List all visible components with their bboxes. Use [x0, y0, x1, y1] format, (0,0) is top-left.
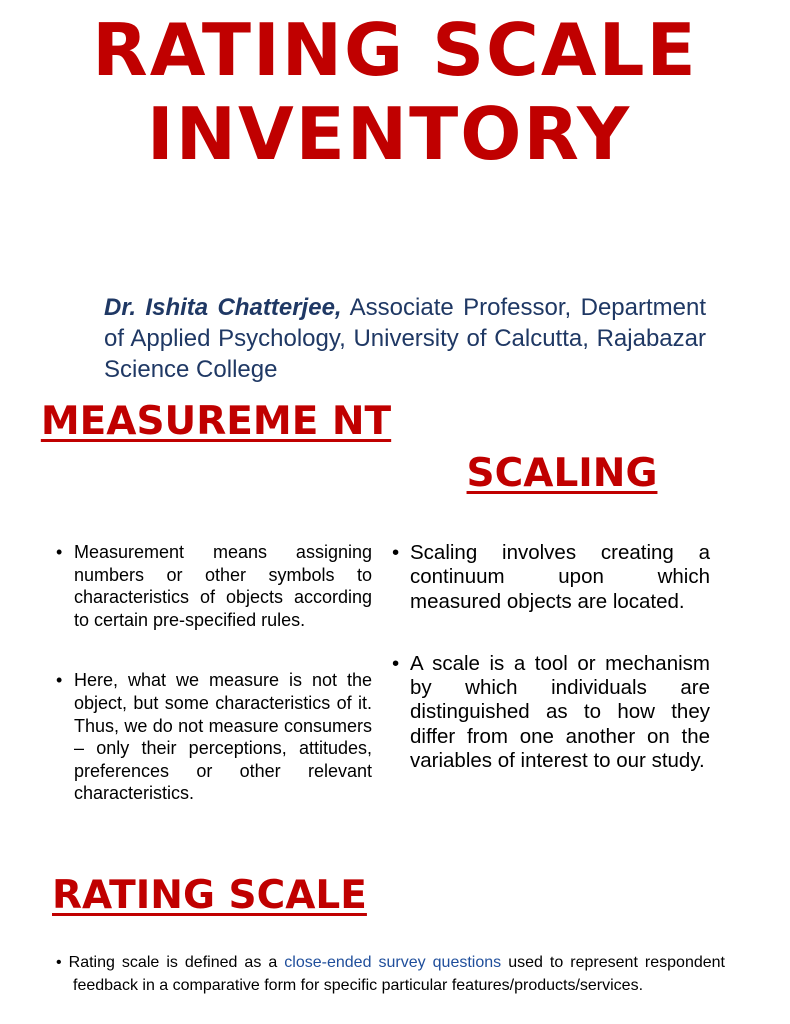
scaling-bullet-list [392, 541, 710, 811]
rating-scale-definition [56, 952, 725, 997]
author-affiliation: Associate Professor, Department of Applied Psychology, University of Calcutta, Rajabazar Science College [104, 294, 706, 383]
rating-scale-heading: RATING SCALE [52, 873, 367, 918]
measurement-bullet-list [56, 541, 372, 843]
measurement-heading: MEASUREME NT [40, 399, 392, 444]
scaling-heading: SCALING [466, 451, 658, 496]
author-name: Dr. Ishita Chatterjee, [104, 294, 342, 321]
title-line-2: INVENTORY [146, 92, 632, 176]
scaling-bullet: • A scale is a tool or mechanism by which individuals are distinguished as to how they differ from one another on the variables of interest to our study. [392, 652, 710, 773]
measurement-bullet: • Measurement means assigning numbers or other symbols to characteristics of objects according to certain pre-specified rules. [56, 541, 372, 631]
bullet-glyph: • [56, 954, 62, 971]
title-line-1: RATING SCALE [92, 8, 698, 92]
measurement-bullet: • Here, what we measure is not the object, but some characteristics of it. Thus, we do not measure consumers – only their perceptions, attitudes, preferences or other relevant characteristics. [56, 669, 372, 805]
measurement-heading-clip [40, 399, 392, 500]
scaling-bullet: • Scaling involves creating a continuum upon which measured objects are located. [392, 541, 710, 614]
definition-text-end: used to represent respondent feedback in a comparative form for specific particular features/products/services. [73, 954, 725, 994]
author-block [104, 292, 706, 385]
definition-text-start: Rating scale is defined as a [61, 954, 285, 971]
close-ended-questions-link[interactable]: close-ended survey questions [284, 954, 502, 971]
